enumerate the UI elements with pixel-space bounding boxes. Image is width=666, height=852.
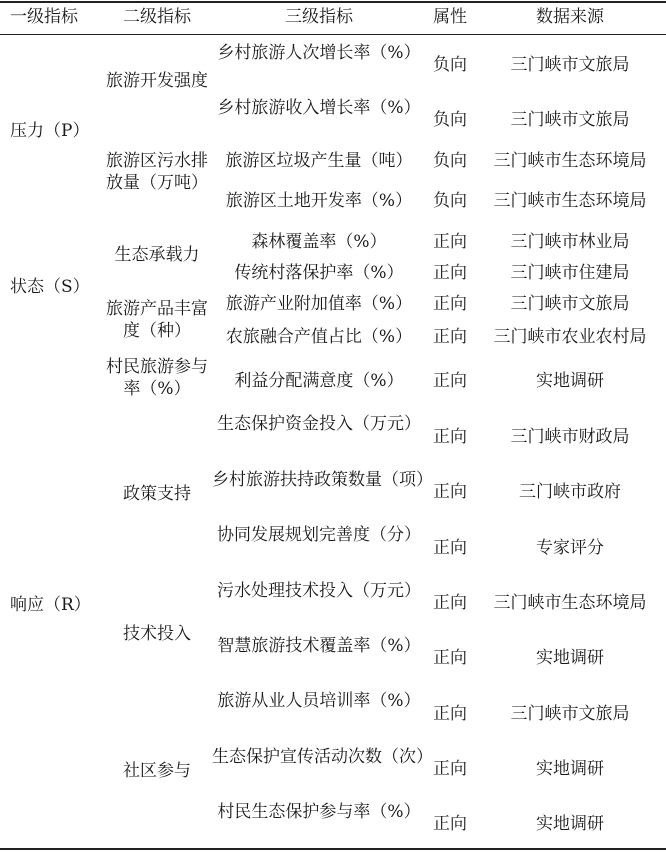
table-cell-source: 三门峡市文旅局 [510,110,630,130]
level2-item: 技术投入 [123,624,191,644]
table-cell-attribute: 正向 [433,263,467,283]
table-cell-attribute: 负向 [433,55,467,75]
header-source: 数据来源 [536,7,604,27]
level2-item: 社区参与 [123,761,191,781]
table-cell-indicator: 乡村旅游人次增长率（%） [217,43,421,63]
table-cell-indicator: 利益分配满意度（%） [234,371,404,391]
table-cell-source: 三门峡市文旅局 [510,704,630,724]
table-cell-indicator: 旅游区土地开发率（%） [225,191,413,211]
table-cell-source: 三门峡市财政局 [510,427,630,447]
table-cell-source: 实地调研 [536,371,604,391]
level2-item: 政策支持 [123,484,191,504]
table-cell-attribute: 正向 [433,327,467,347]
table-cell-indicator: 旅游区垃圾产生量（吨） [225,151,413,171]
table-cell-indicator: 农旅融合产值占比（%） [225,327,413,347]
level2-item: 旅游区污水排放量（万吨） [106,151,208,193]
table-cell-attribute: 正向 [433,232,467,252]
table-cell-attribute: 正向 [433,294,467,314]
table-cell-indicator: 生态保护资金投入（万元） [217,414,421,434]
table-cell-attribute: 负向 [433,110,467,130]
table-cell-attribute: 正向 [433,538,467,558]
table-cell-indicator: 协同发展规划完善度（分） [217,525,421,545]
level1-response: 响应（R） [10,595,91,615]
table-cell-attribute: 正向 [433,482,467,502]
table-cell-attribute: 正向 [433,704,467,724]
table-cell-source: 实地调研 [536,648,604,668]
table-cell-source: 三门峡市生态环境局 [493,191,647,211]
table-cell-indicator: 乡村旅游收入增长率（%） [217,98,421,118]
header-attribute: 属性 [433,7,467,27]
table-cell-source: 三门峡市林业局 [510,232,630,252]
header-level1: 一级指标 [10,7,78,27]
table-cell-source: 三门峡市住建局 [510,263,630,283]
table-cell-indicator: 旅游产业附加值率（%） [225,294,413,314]
table-cell-attribute: 负向 [433,151,467,171]
table-cell-attribute: 正向 [433,648,467,668]
table-cell-source: 三门峡市农业农村局 [493,327,647,347]
bottom-rule [0,848,666,850]
level1-state: 状态（S） [10,277,90,297]
table-cell-source: 实地调研 [536,814,604,834]
level1-pressure: 压力（P） [10,121,90,141]
table-cell-attribute: 负向 [433,191,467,211]
level2-item: 村民旅游参与率（%） [106,357,208,399]
table-cell-indicator: 村民生态保护参与率（%） [217,802,421,822]
level2-item: 生态承载力 [114,245,200,265]
table-cell-source: 三门峡市生态环境局 [493,593,647,613]
header-rule [0,34,666,35]
level2-item: 旅游开发强度 [106,71,208,91]
table-cell-source: 三门峡市生态环境局 [493,151,647,171]
table-cell-attribute: 正向 [433,593,467,613]
table-cell-indicator: 森林覆盖率（%） [251,232,387,252]
table-cell-attribute: 正向 [433,814,467,834]
table-cell-source: 专家评分 [536,538,604,558]
table-cell-indicator: 污水处理技术投入（万元） [217,581,421,601]
header-level2: 二级指标 [123,7,191,27]
table-cell-indicator: 旅游从业人员培训率（%） [217,691,421,711]
level2-item: 旅游产品丰富度（种） [106,299,208,341]
top-rule [0,1,666,3]
table-cell-indicator: 乡村旅游扶持政策数量（项） [212,470,433,490]
table-cell-attribute: 正向 [433,371,467,391]
table-cell-source: 三门峡市文旅局 [510,294,630,314]
table-cell-indicator: 生态保护宣传活动次数（次） [212,747,433,767]
table-cell-source: 实地调研 [536,759,604,779]
table-cell-indicator: 传统村落保护率（%） [234,263,404,283]
table-cell-source: 三门峡市政府 [519,482,621,502]
header-level3: 三级指标 [285,7,353,27]
table-cell-attribute: 正向 [433,427,467,447]
table-cell-source: 三门峡市文旅局 [510,55,630,75]
table-cell-indicator: 智慧旅游技术覆盖率（%） [217,636,421,656]
table-cell-attribute: 正向 [433,759,467,779]
